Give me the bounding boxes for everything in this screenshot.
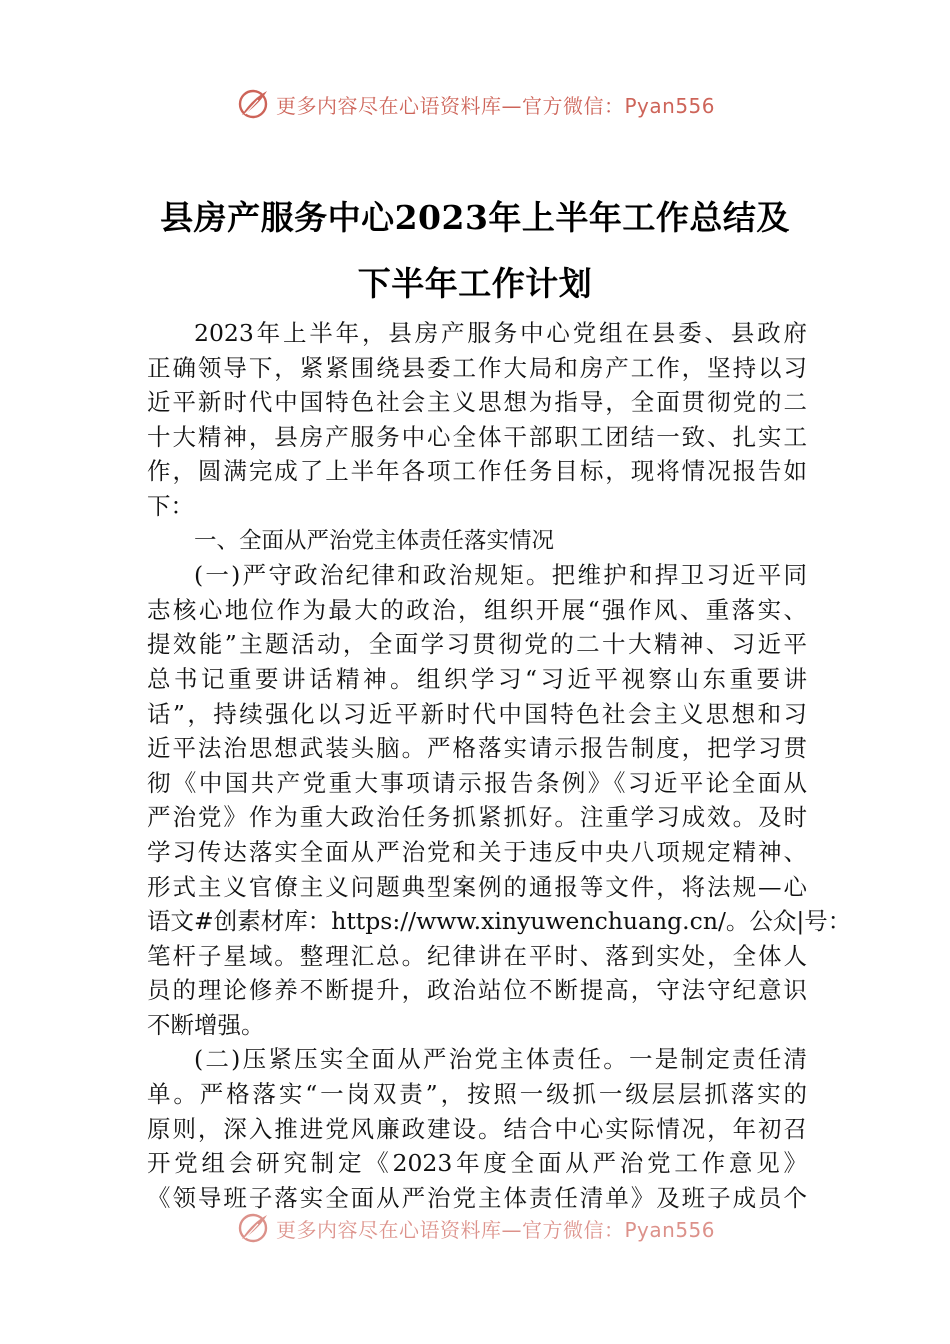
paragraph-line: 员的理论修养不断提升，政治站位不断提高，守法守纪意识 (147, 976, 807, 1005)
paragraph-line: 笔杆子星域。整理汇总。纪律讲在平时、落到实处，全体人 (147, 941, 807, 970)
paragraph-line: 形式主义官僚主义问题典型案例的通报等文件，将法规—心 (147, 872, 807, 901)
paragraph-line: 近平法治思想武装头脑。严格落实请示报告制度，把学习贯 (147, 734, 807, 763)
paragraph-line: (二)压紧压实全面从严治党主体责任。一是制定责任清 (194, 1045, 807, 1074)
paragraph-line: 开党组会研究制定《2023年度全面从严治党工作意见》 (147, 1149, 807, 1178)
paragraph-line: 严治党》作为重大政治任务抓紧抓好。注重学习成效。及时 (147, 803, 807, 832)
paragraph-line: 下： (147, 491, 194, 520)
paragraph-line: 原则，深入推进党风廉政建设。结合中心实际情况，年初召 (147, 1114, 807, 1143)
paragraph-line: 学习传达落实全面从严治党和关于违反中央八项规定精神、 (147, 837, 807, 866)
document-body (147, 316, 852, 1215)
paragraph-line: 不断增强。 (147, 1010, 265, 1039)
paragraph-line: 提效能”主题活动，全面学习贯彻党的二十大精神、习近平 (147, 630, 807, 659)
paragraph-line: 作，圆满完成了上半年各项工作任务目标，现将情况报告如 (147, 457, 807, 486)
document-title-line-1: 县房产服务中心2023年上半年工作总结及 (160, 198, 790, 237)
paragraph-line: 《领导班子落实全面从严治党主体责任清单》及班子成员个 (147, 1183, 807, 1212)
paragraph-line: 总书记重要讲话精神。组织学习“习近平视察山东重要讲 (147, 664, 807, 693)
watermark-footer (236, 1208, 715, 1248)
paragraph-line: 十大精神，县房产服务中心全体干部职工团结一致、扎实工 (147, 422, 807, 451)
watermark-header (236, 84, 715, 124)
paragraph-line: 话”，持续强化以习近平新时代中国特色社会主义思想和习 (147, 699, 807, 728)
section-heading: 一、全面从严治党主体责任落实情况 (194, 527, 555, 554)
paragraph-line: 近平新时代中国特色社会主义思想为指导，全面贯彻党的二 (147, 388, 807, 417)
paragraph-line: 正确领导下，紧紧围绕县委工作大局和房产工作，坚持以习 (147, 353, 807, 382)
paragraph-line: 单。严格落实“一岗双责”，按照一级抓一级层层抓落实的 (147, 1080, 807, 1109)
feather-pen-logo-icon (236, 87, 270, 121)
watermark-text: 更多内容尽在心语资料库—官方微信：Pyan556 (276, 93, 716, 118)
watermark-text: 更多内容尽在心语资料库—官方微信：Pyan556 (276, 1217, 716, 1242)
feather-pen-logo-icon (236, 1211, 270, 1245)
paragraph-line: 志核心地位作为最大的政治，组织开展“强作风、重落实、 (147, 595, 807, 624)
paragraph-line: 2023年上半年，县房产服务中心党组在县委、县政府 (194, 319, 807, 347)
document-title-line-2: 下半年工作计划 (357, 264, 593, 303)
paragraph-line: 语文#创素材库：https://www.xinyuwenchuang.cn/。公众|号： (147, 907, 852, 936)
paragraph-line: 彻《中国共产党重大事项请示报告条例》《习近平论全面从 (147, 768, 807, 797)
paragraph-line: (一)严守政治纪律和政治规矩。把维护和捍卫习近平同 (194, 561, 807, 590)
